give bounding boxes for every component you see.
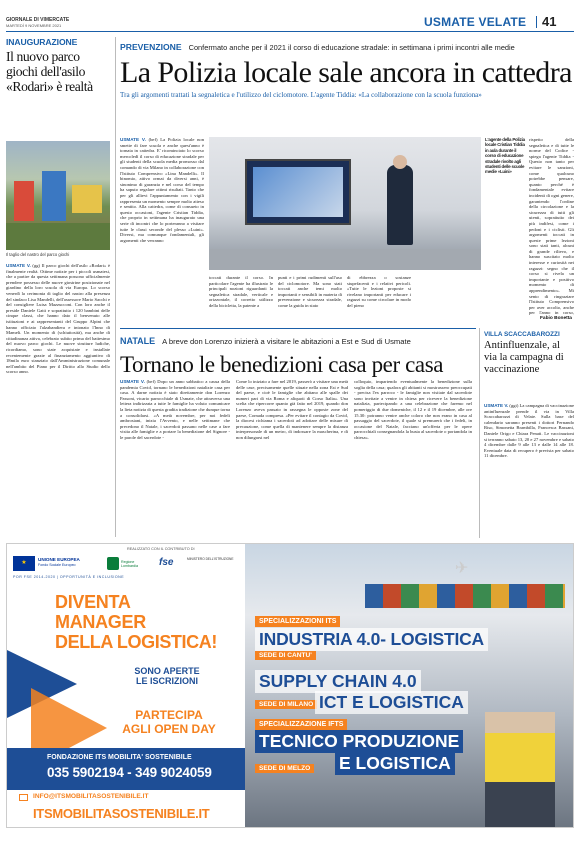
article-col-3: colloquio, impartendo eventualmente la benedizione sulla soglia della casa; qualora gli abitanti si mostrassero preoccupati - precisa l'ex parroco - le famiglie non visitate dal sacerdote sono invitate a venire in chiesa per ricevere la benedizione natalizia, partecipando a una celebrazione che faremo nel pomeriggio di due domeniche, il 12 e il 19 dicembre, alle ore 15.30: potranno venire anche coloro che non erano in casa al passaggio del sacerdote, il quale si premurerà che i fedeli, in occasione del Natale, facciano un'offerta per le opere parrocchiali consegnandola la busta al sacerdote o portandola in chiesa». [354,379,472,440]
iscrizioni-line-2: LE ISCRIZIONI [135,676,198,686]
eu-line-1: UNIONE EUROPEA [38,557,80,562]
article-body: USMATE V. (gg) Il parco giochi dell'asilo «Rodari» è finalmente realtà. Ottime notizie per i piccoli usmatesi, che a partire da questa settimana possono ufficialmente prendere possesso delle nuove giostrine posizionate nel giardino della loro scuola di via Europa. Lo scorso venerdì la cerimonia di taglio del nastro alla presenza del sindaco Lisa Mandelli, dell'assessore Mario Sacchi e del consigliere Luisa Mazzucconi. Con loro anche il preside Daniele Gatti e soprattutto i 120 bambini delle cinque classi, che hanno dato il benvenuto alle istituzioni e ai rappresentanti del Gruppo Alpini che hanno officiato l'alzabandiera e intonato l'Inno di Mameli. Un momento di (schiuttosità), ma anche di cittadinanza attiva, celebrato subito prima del battesimo del nuovo parco giochi. Le nuove strutture ludiche, ricordiamo, sono state acquistate e installate recentemente grazie al finanziamento aggiuntivo di 18mila euro stanziato dall'Amministrazione comunale nell'ambito del Piano per il Diritto allo Studio dello scorso anno. [6,263,110,375]
funding-line: REALIZZATO CON IL CONTRIBUTO DI [127,547,195,551]
article-kicker: VILLA SCACCABAROZZI [484,331,560,338]
article-col-1: USMATE V. (bef) Dopo un anno sabbatico a causa della pandemia Covid, tornano le benedizioni natalizie casa per casa. A darne notizia è stato direttamente don Lorenzo Passoni, vicario parrocchiale di Usmate, che attraverso una lettera indirizzata a tutte le famiglie ha voluto comunicare la lieta notizia di questa gradita tradizione che dunque torna a consolidarsi. «A metà novembre, per noi fedeli ambrosiani, inizia l'Avvento, e nelle settimane che precedono il Natale, i sacerdoti passano nelle case a fare visita alle famiglie e a portare la benedizione del Signore - le parole del sacerdote - [120,379,230,440]
foundation-name: FONDAZIONE ITS MOBILITA' SOSTENIBILE [47,754,192,761]
article-col-5: rispetto della segnaletica e di tutte le norme del Codice - spiega l'agente Tiddia - Questo non tanto per evitare le sanzioni, come qualcuno potrebbe pensare, quanto perché è fondamentale evitare incidenti di ogni genere, garantendo l'ordine della circolazione e la sicurezza di tutti gli utenti, soprattutto dei più indifesi, come i pedoni e i ciclisti. Gli argomenti toccati in queste prime lezioni sono stati tanti, alcuni di grande rilievo, e hanno suscitato molto interesse e curiosità nei ragazzi: segno che il corso si rivela un importante e positivo momento di apprendimento». Mi sento di ringraziare l'Istituto Comprensivo per aver accolto, anche per l'anno in corso, [529,137,574,315]
photo-caption: Il taglio del nastro del parco giochi [6,252,70,257]
slogan-line-2: MANAGER [55,612,146,632]
specialization-label-ifts: SPECIALIZZAZIONE IFTS [255,719,347,730]
villa-article [484,331,574,537]
course-2-title-line-2: ICT E LOGISTICA [315,691,468,714]
article-col-2: toccati durante il corso. In particolare l'agente ha illustrato le principali nozioni riguardanti la segnaletica stradale, verticale e orizzontale, il corretto utilizzo della bicicletta, la patente a [209,275,273,308]
article-body: USMATE V. (ggi) La campagna di vaccinazione antinfluenzale prende il via in Villa Scaccabarozzi di Velate. Sulla base del calendario saranno presenti i dottori Fernando Riso, Simonetta Brambilla, Francesca Bassani, Daniele Origo e Chiara Penati. Le vaccinazioni si terranno sabato 13, 20 e 27 novembre e sabato 4 dicembre dalle 9 alle 13 e dalle 14 alle 18. Eventuale data di recupero è prevista per sabato 11 dicembre. [484,403,574,459]
article-headline: La Polizia locale sale ancora in cattedra [120,56,572,89]
natale-article [120,331,476,539]
openday-line-2: AGLI OPEN DAY [122,722,216,736]
phone-numbers[interactable]: 035 5902194 - 349 9024059 [47,765,212,780]
newspaper-date: MARTEDÌ 9 NOVEMBRE 2021 [6,23,62,28]
course-2-seat: SEDE DI MILANO [255,700,317,709]
page-header [6,14,574,32]
fse-logo: fse [159,557,174,568]
contact-email[interactable]: INFO@ITSMOBILITASOSTENIBILE.IT [33,793,149,800]
email-icon [19,794,28,801]
region-label: Regione Lombardia [121,560,138,568]
course-3-seat: SEDE DI MELZO [255,764,314,773]
article-kicker: INAUGURAZIONE [6,37,78,47]
shipping-container-icon [365,584,565,608]
eu-flag-icon: ★ [13,556,35,571]
article-col-2: Come lo iniziato a fare nel 2019, passerò a visitare una metà delle case, precisamente quelle situate nella zona Est e Sud del paese, e cioè le famiglie che abitano alle spalle dei numeri pari di via Roma e aliquoti di Corso Italia». Una scelta che ripercorre quanto già fatto nel 2019, quando don Lorenzo aveva passato in rassegna le opposte zone del paese, Cornada compresa. «Per evitare il contagio da Covid, la diocesi richiama i sacerdoti ad adottare delle misure di precauzione, come quella di mantenere sempre la distanza interpersonale di un metro, di indossare la mascherina, e di non dilungarsi nel [236,379,348,440]
article-subhead: Tra gli argomenti trattati la segnaletica e l'utilizzo del ciclomotore. L'agente Tiddia: «La collaborazione con la scuola funziona» [120,91,482,99]
newspaper-name: GIORNALE DI VIMERCATE [6,17,70,23]
slogan-line-3: DELLA LOGISTICA! [55,632,217,652]
kicker-row [120,37,574,55]
pon-line: POR FSE 2014-2020 | OPPORTUNITÀ E INCLUSIONE [13,575,125,579]
section-title: USMATE VELATE [424,15,527,29]
course-1-seat: SEDE DI CANTU' [255,651,316,660]
article-kicker: NATALE [120,336,156,346]
article-col-5-continued [416,275,480,323]
iscrizioni-line-1: SONO APERTE [134,666,200,676]
article-headline: Antinfluenzale, al via la campagna di vaccinazione [484,340,564,375]
region-shield-icon [107,557,119,570]
kicker-deck: A breve don Lorenzo inizierà a visitare le abitazioni a Est e Sud di Usmate [162,337,411,346]
page-number: 41 [542,14,557,29]
kicker-row [120,331,476,349]
worker-figure [485,712,555,828]
header-separator [536,16,537,28]
article-dateline: USMATE V. [6,263,31,268]
its-advertisement [6,543,574,828]
ministry-label: MINISTERO DELL'ISTRUZIONE [187,557,234,561]
column-divider [479,328,480,538]
main-article [120,37,574,323]
openday-line-1: PARTECIPA [135,708,203,722]
header-rule [6,31,574,32]
funding-logos [7,554,247,574]
course-2-title-line-1: SUPPLY CHAIN 4.0 [255,670,421,693]
article-author: Fabio Bonetta [540,316,572,321]
column-divider [115,37,116,537]
article-dateline: USMATE V. [120,379,145,384]
ad-left-panel [7,584,245,828]
photo-caption: L'agente della Polizia locale Cristian Tiddia in aula durante il corso di educazione stradale rivolto agli studenti delle scuole medie «Luini» [485,137,525,175]
article-dateline: USMATE V. [120,137,146,142]
article-dateline: USMATE V. [484,403,509,408]
classroom-photo [209,137,481,270]
article-headline: Il nuovo parco giochi dell'asilo «Rodari» è realtà [6,49,93,94]
article-col-1: USMATE V. (bef) La Polizia locale non smette di fare scuola e anche quest'anno è tornata in cattedra. E' ricominciato lo scorso mercoledì il corso di educazione stradale per gli studenti della scuola media promosso dal comando di via Milano in collaborazione con l'Istituto Comprensivo «Lina Mandelli». Il binomio, attivo ormai da diversi anni, è sinonimo di garanzia e nel corso del tempo ha saputo regalare ottimi risultati. Tanto che per gli allievi l'appuntamento con i vigili rappresenta un momento sempre molto atteso e sentito. Alla cattedra, come di consueto in questo occasioni, l'agente Cristian Tiddia, che proprio in settimana ha inaugurato una serie di incontri che lo porteranno a visitare tutte le classi seconde del plesso «Luini». Diversi, ma comunque fondamentali, gli argomenti che verranno [120,137,204,243]
article-headline: Tornano le benedizioni casa per casa [120,352,444,377]
eu-line-2: Fondo Sociale Europeo [38,563,76,567]
slogan-line-1: DIVENTA [55,592,131,612]
left-article [6,37,110,537]
course-3-title-line-1: TECNICO PRODUZIONE [255,730,463,753]
course-1-title: INDUSTRIA 4.0- LOGISTICA [255,628,488,651]
course-3-title-line-2: E LOGISTICA [335,752,455,775]
playground-photo [6,141,110,250]
article-col-4: di ebbrezza o sostanze stupefacenti e i relativi pericoli. «Tutte le lezioni proposte si rivelano importanti per educare i ragazzi su come circolare in modo del pieno [347,275,411,308]
specialization-label-its: SPECIALIZZAZIONI ITS [255,616,340,627]
contact-box [7,748,245,790]
ad-right-panel [245,544,574,828]
article-col-3: punti e i primi rudimenti sull'uso del ciclomotore. Ma sono stati toccati anche temi molto importanti e sensibili in materia di prevenzione e sicurezza stradale, come la guida in stato [278,275,342,308]
article-kicker: PREVENZIONE [120,42,182,52]
kicker-deck: Confermato anche per il 2021 il corso di educazione stradale: in settimana i primi incontri alle medie [188,43,515,52]
section-rule [120,328,476,329]
website[interactable]: ITSMOBILITASOSTENIBILE.IT [33,806,210,821]
airplane-icon: ✈ [455,558,469,577]
